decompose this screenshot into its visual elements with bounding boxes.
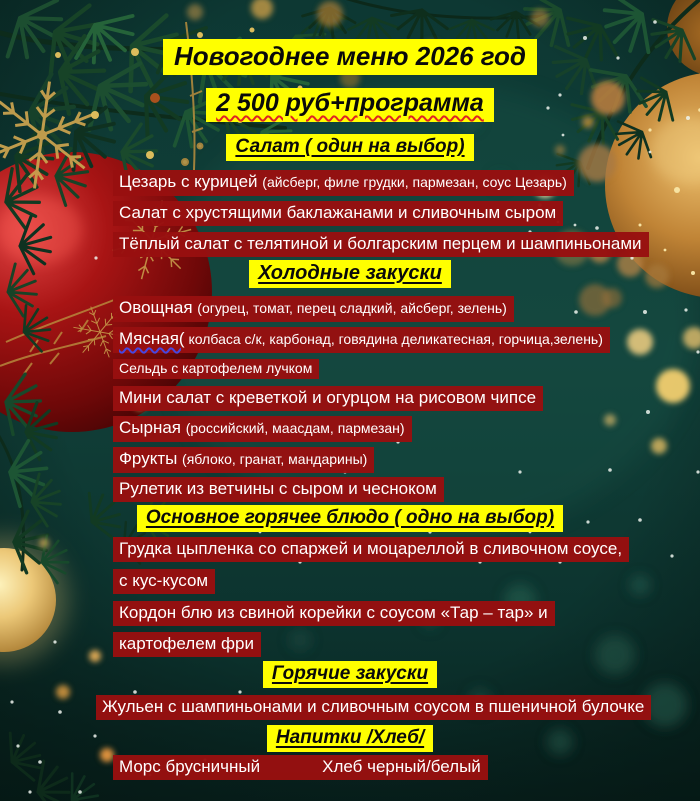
menu-title: Новогоднее меню 2026 год [163,39,537,75]
menu-item: Салат с хрустящими баклажанами и сливочным сыром [113,201,563,226]
menu-item: Цезарь с курицей (айсберг, филе грудки, пармезан, соус Цезарь) [113,170,574,196]
section-heading-salads: Салат ( один на выбор) [0,134,700,161]
section-heading-main-course: Основное горячее блюдо ( одно на выбор) [0,505,700,532]
menu-item: Фрукты (яблоко, гранат, мандарины) [113,447,374,473]
section-heading-drinks-bread: Напитки /Хлеб/ [0,725,700,752]
menu-item: Мясная( колбаса с/к, карбонад, говядина деликатесная, горчица,зелень) [113,327,610,353]
menu-item: Тёплый салат с телятиной и болгарским перцем и шампиньонами [113,232,649,257]
menu-item: Овощная (огурец, томат, перец сладкий, айсберг, зелень) [113,296,514,322]
section-heading-hot-starters: Горячие закуски [0,661,700,688]
menu-item: Сельдь с картофелем лучком [113,359,319,379]
menu-item: Жульен с шампиньонами и сливочным соусом в пшеничной булочке [96,695,651,720]
menu-item: Морс брусничный Хлеб черный/белый [113,755,488,780]
price-row [0,88,700,122]
menu-item: Рулетик из ветчины с сыром и чесноком [113,477,444,502]
menu-item: картофелем фри [113,632,261,657]
menu-price: 2 500 руб+программа [206,88,494,122]
menu-item: Сырная (российский, маасдам, пармезан) [113,416,412,442]
menu-item: с кус-кусом [113,569,215,594]
menu-item: Грудка цыпленка со спаржей и моцареллой в сливочном соусе, [113,537,629,562]
section-heading-cold-starters: Холодные закуски [0,260,700,288]
menu-item: Кордон блю из свиной корейки с соусом «Тар – тар» и [113,601,555,626]
menu-item: Мини салат с креветкой и огурцом на рисовом чипсе [113,386,543,411]
title-row [0,39,700,75]
